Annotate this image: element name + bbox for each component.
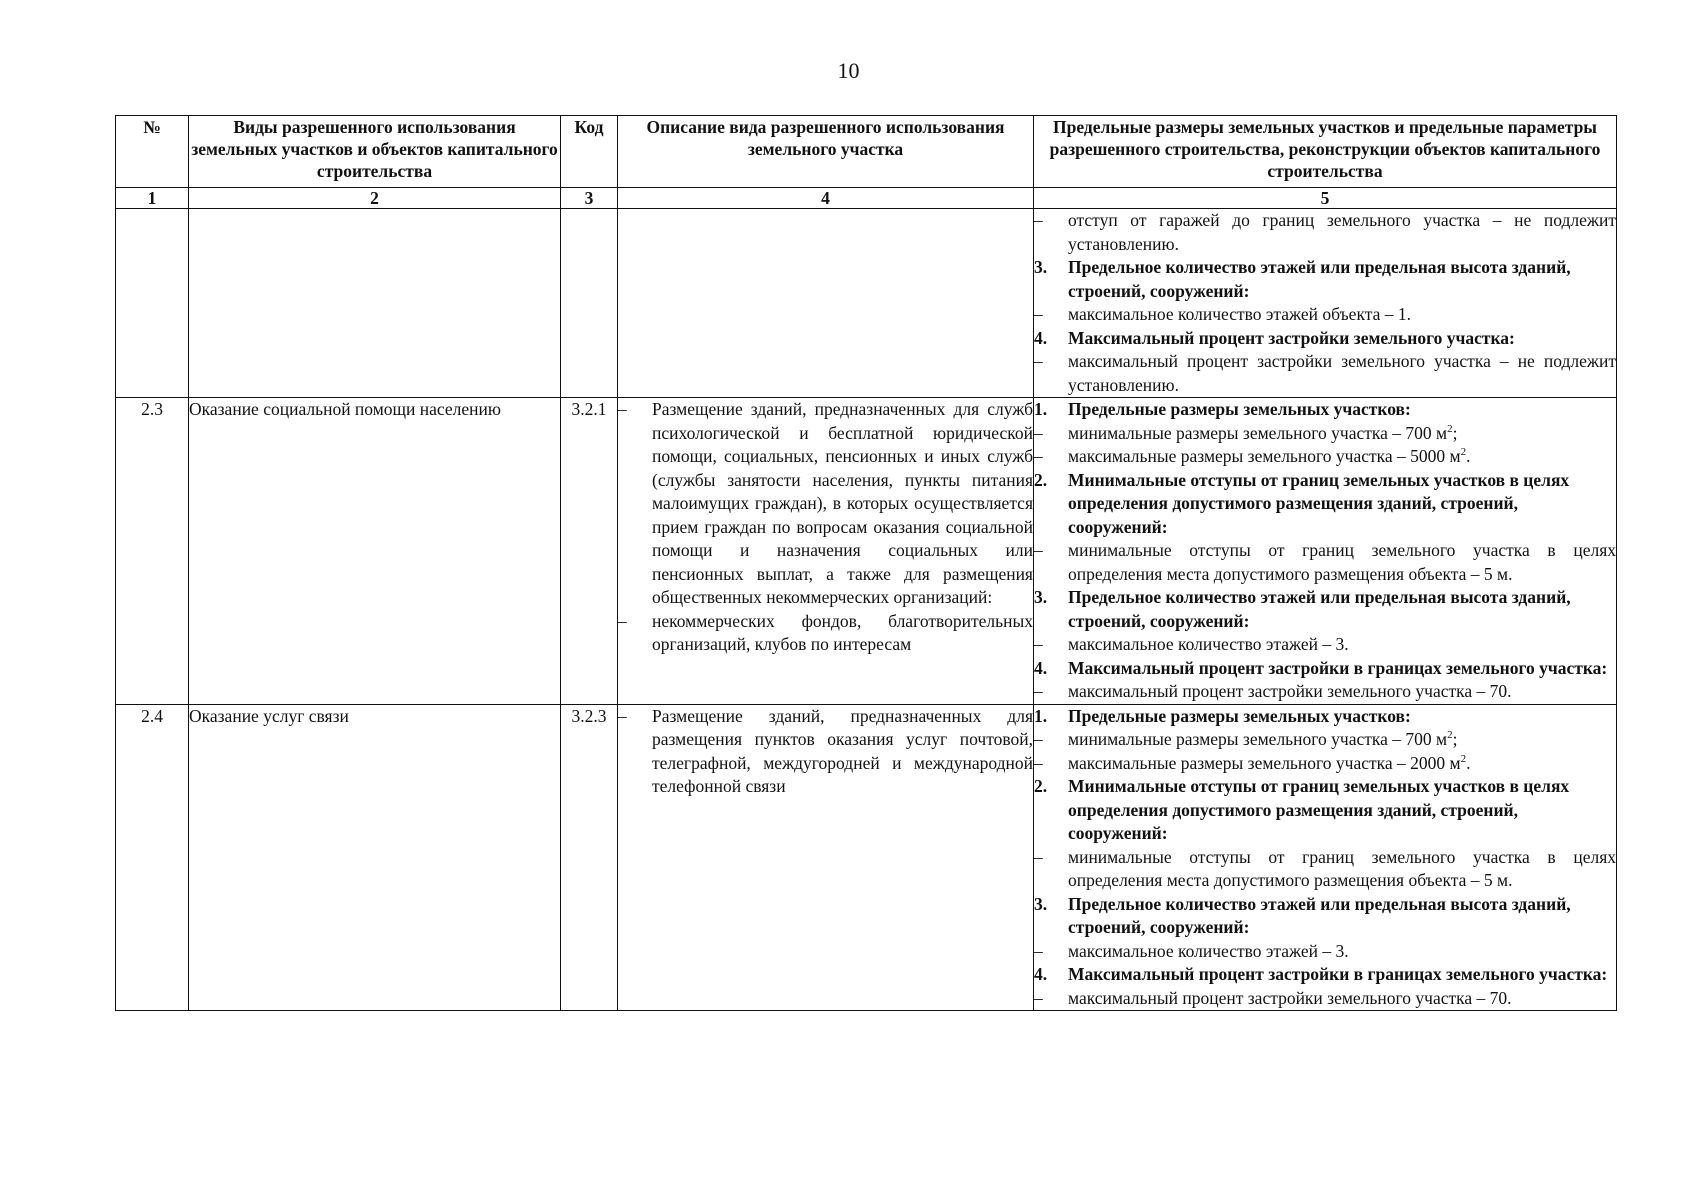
table-row (116, 398, 1617, 705)
item-marker: – (1034, 210, 1043, 230)
parameter-heading (1034, 893, 1616, 940)
parameter-item (1034, 303, 1616, 327)
parameter-item (1034, 752, 1616, 776)
item-marker: – (618, 399, 627, 419)
item-text (1068, 445, 1616, 469)
parameter-heading (1034, 963, 1616, 987)
item-text (1068, 422, 1616, 446)
item-text-main: минимальные размеры земельного участка – 700 м (1068, 729, 1448, 749)
item-text-main: максимальный процент застройки земельного участка – 70. (1068, 987, 1512, 1008)
row-use-kind: Оказание социальной помощи населению (189, 398, 561, 705)
item-text (1068, 256, 1616, 303)
header-number: № (116, 116, 189, 188)
row-number (116, 209, 189, 398)
item-text (1068, 775, 1616, 846)
item-marker: – (618, 705, 627, 726)
item-text-main: максимальный процент застройки земельного участка – 70. (1068, 681, 1512, 701)
item-marker: – (1034, 846, 1043, 867)
parameter-heading (1034, 657, 1616, 681)
item-text: Размещение зданий, предназначенных для размещения пунктов оказания услуг почтовой, телеграфной, междугородней и международной телефонной связи (652, 705, 1033, 796)
item-marker: – (618, 610, 627, 631)
item-text: некоммерческих фондов, благотворительных организаций, клубов по интересам (652, 610, 1033, 654)
parameter-heading (1034, 705, 1616, 729)
item-marker: – (1034, 540, 1043, 560)
item-text-main: Максимальный процент застройки земельного участка: (1068, 327, 1515, 348)
item-text-end: ; (1452, 422, 1458, 443)
item-text: Размещение зданий, предназначенных для служб психологической и бесплатной юридической помощи, социальных, пенсионных и иных служб (службы занятости населения, пункты питания малоимущих граждан), в которых осуществляется прием граждан по вопросам оказания социальной помощи и назначения социальных или пенсионных выплат, а также для размещения общественных некоммерческих организаций: (652, 399, 1033, 607)
item-marker: – (1034, 987, 1043, 1008)
item-marker: – (1034, 446, 1043, 466)
column-number: 1 (116, 188, 189, 209)
item-text-main: Максимальный процент застройки в границах земельного участка: (1068, 657, 1608, 678)
item-text-main: минимальные отступы от границ земельного участка в целях определения места допустимого размещения объекта – 5 м. (1068, 846, 1616, 890)
header-description: Описание вида разрешенного использования земельного участка (618, 116, 1034, 188)
item-text-main: Предельные размеры земельных участков: (1068, 705, 1411, 726)
parameter-heading (1034, 586, 1616, 633)
parameter-heading (1034, 469, 1616, 540)
item-text-main: максимальное количество этажей – 3. (1068, 940, 1349, 961)
row-code: 3.2.3 (561, 704, 618, 1011)
column-number: 2 (189, 188, 561, 209)
item-text (1068, 752, 1616, 776)
item-text (1068, 469, 1616, 540)
parameter-item (1034, 633, 1616, 657)
item-marker: 1. (1034, 705, 1048, 726)
item-text-main: максимальное количество этажей – 3. (1068, 634, 1349, 654)
item-text (1068, 963, 1616, 987)
item-marker: 2. (1034, 776, 1048, 796)
item-text-main: максимальные размеры земельного участка – 2000 м (1068, 752, 1461, 773)
item-marker: – (1034, 422, 1043, 443)
parameter-item (1034, 445, 1616, 469)
item-text (1068, 705, 1616, 729)
land-use-table (115, 115, 1617, 1011)
parameter-item (1034, 987, 1616, 1011)
superscript: 2 (1460, 446, 1467, 459)
item-text-main: максимальное количество этажей объекта – 1. (1068, 304, 1411, 324)
item-text (1068, 987, 1616, 1011)
table-row (116, 209, 1617, 398)
column-number: 3 (561, 188, 618, 209)
row-number: 2.3 (116, 398, 189, 705)
parameter-item (1034, 422, 1616, 446)
item-text (1068, 633, 1616, 657)
parameter-item (1034, 539, 1616, 586)
item-text-end: ; (1452, 729, 1458, 749)
item-text-end: . (1466, 752, 1471, 773)
row-description (618, 704, 1034, 1011)
item-marker: – (1034, 351, 1043, 371)
item-text (1068, 398, 1616, 422)
row-use-kind (189, 209, 561, 398)
row-use-kind: Оказание услуг связи (189, 704, 561, 1011)
item-marker: – (1034, 304, 1043, 324)
item-text-main: Предельное количество этажей или предельная высота зданий, строений, сооружений: (1068, 893, 1571, 937)
row-parameters (1034, 704, 1617, 1011)
row-number: 2.4 (116, 704, 189, 1011)
parameter-item (1034, 728, 1616, 752)
item-text-main: Максимальный процент застройки в границах земельного участка: (1068, 964, 1608, 984)
row-parameters (1034, 209, 1617, 398)
superscript: 2 (1447, 422, 1453, 435)
item-text (1068, 350, 1616, 397)
item-text (1068, 846, 1616, 893)
item-marker: – (1034, 634, 1043, 654)
row-description (618, 209, 1034, 398)
row-code (561, 209, 618, 398)
item-marker: – (1034, 752, 1043, 773)
column-number: 5 (1034, 188, 1617, 209)
column-number: 4 (618, 188, 1034, 209)
item-text (1068, 327, 1616, 351)
item-text (1068, 209, 1616, 256)
page-number: 10 (837, 58, 860, 83)
item-marker: 3. (1034, 257, 1048, 277)
description-item (618, 610, 1033, 657)
item-text (1068, 940, 1616, 964)
parameter-item (1034, 209, 1616, 256)
item-text-end: . (1466, 446, 1471, 466)
superscript: 2 (1460, 752, 1467, 765)
row-description (618, 398, 1034, 705)
item-text (1068, 657, 1616, 681)
parameter-heading (1034, 327, 1616, 351)
table-row (116, 704, 1617, 1011)
item-text (1068, 893, 1616, 940)
parameter-heading (1034, 256, 1616, 303)
item-text-main: Минимальные отступы от границ земельных участков в целях определения допустимого размещения зданий, строений, сооружений: (1068, 469, 1570, 537)
item-text-main: Предельное количество этажей или предельная высота зданий, строений, сооружений: (1068, 587, 1571, 631)
item-marker: 4. (1034, 327, 1048, 348)
column-number-row (116, 188, 1617, 209)
item-marker: – (1034, 681, 1043, 701)
header-code: Код (561, 116, 618, 188)
item-marker: 3. (1034, 587, 1048, 607)
item-text (1068, 539, 1616, 586)
parameter-heading (1034, 775, 1616, 846)
superscript: 2 (1447, 729, 1453, 742)
row-parameters (1034, 398, 1617, 705)
parameter-item (1034, 350, 1616, 397)
description-item (618, 398, 1033, 610)
item-marker: 1. (1034, 399, 1048, 419)
item-marker: 4. (1034, 964, 1048, 984)
item-text (1068, 586, 1616, 633)
item-text (1068, 303, 1616, 327)
item-marker: – (1034, 940, 1043, 961)
parameter-item (1034, 940, 1616, 964)
row-code: 3.2.1 (561, 398, 618, 705)
item-text-main: Предельные размеры земельных участков: (1068, 399, 1411, 419)
description-item (618, 705, 1033, 799)
parameter-heading (1034, 398, 1616, 422)
parameter-item (1034, 680, 1616, 704)
header-parameters: Предельные размеры земельных участков и предельные параметры разрешенного строительства, реконструкции объектов капитального строительства (1034, 116, 1617, 188)
item-text-main: минимальные размеры земельного участка – 700 м (1068, 422, 1448, 443)
item-marker: 3. (1034, 893, 1048, 914)
item-text-main: Предельное количество этажей или предельная высота зданий, строений, сооружений: (1068, 257, 1571, 301)
item-marker: 2. (1034, 469, 1048, 490)
item-text-main: Минимальные отступы от границ земельных участков в целях определения допустимого размещения зданий, строений, сооружений: (1068, 776, 1570, 843)
item-text-main: максимальный процент застройки земельного участка – не подлежит установлению. (1068, 351, 1616, 395)
header-use-kind: Виды разрешенного использования земельных участков и объектов капитального строительства (189, 116, 561, 188)
item-text-main: минимальные отступы от границ земельного участка в целях определения места допустимого размещения объекта – 5 м. (1068, 540, 1616, 584)
table-header-row (116, 116, 1617, 188)
item-text (1068, 680, 1616, 704)
item-marker: 4. (1034, 657, 1048, 678)
item-text-main: отступ от гаражей до границ земельного участка – не подлежит установлению. (1068, 210, 1616, 254)
item-text (1068, 728, 1616, 752)
item-text-main: максимальные размеры земельного участка – 5000 м (1068, 446, 1461, 466)
item-marker: – (1034, 729, 1043, 749)
parameter-item (1034, 846, 1616, 893)
